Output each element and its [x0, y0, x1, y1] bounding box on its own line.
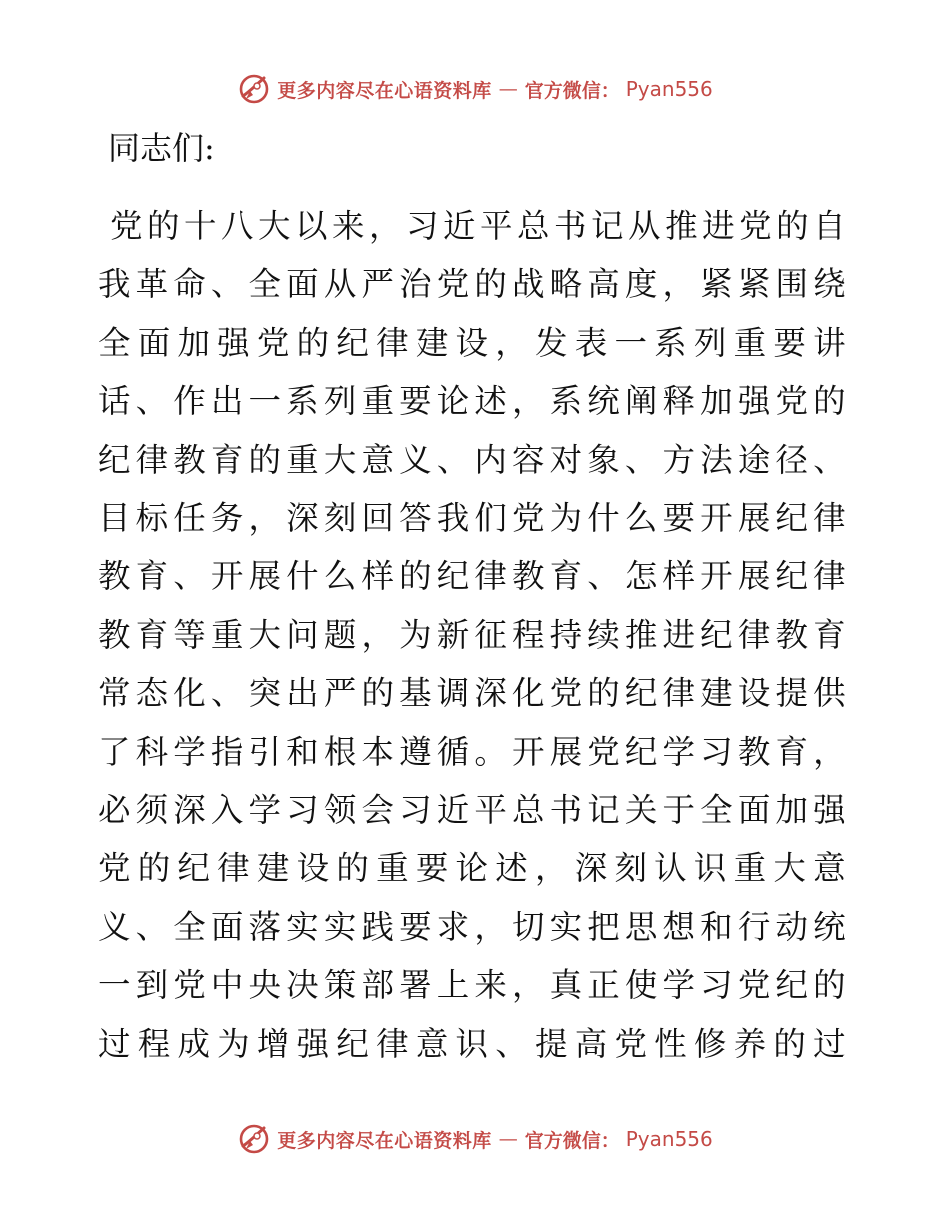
pen-circle-logo-icon: [237, 72, 271, 106]
watermark-dash: —: [498, 78, 518, 100]
watermark-wechat-label: 官方微信：: [524, 79, 620, 102]
watermark-wechat-label: 官方微信：: [524, 1129, 620, 1152]
watermark-text: 更多内容尽在心语资料库: [277, 1129, 492, 1152]
watermark-text: 更多内容尽在心语资料库: [277, 79, 492, 102]
header-watermark: [0, 72, 950, 106]
footer-watermark: [0, 1122, 950, 1156]
pen-circle-logo-icon: [237, 1122, 271, 1156]
body-paragraph: 党的十八大以来，习近平总书记从推进党的自我革命、全面从严治党的战略高度，紧紧围绕全面加强党的纪律建设，发表一系列重要讲话、作出一系列重要论述，系统阐释加强党的纪律教育的重大意义、内容对象、方法途径、目标任务，深刻回答我们党为什么要开展纪律教育、开展什么样的纪律教育、怎样开展纪律教育等重大问题，为新征程持续推进纪律教育常态化、突出严的基调深化党的纪律建设提供了科学指引和根本遵循。开展党纪学习教育，必须深入学习领会习近平总书记关于全面加强党的纪律建设的重要论述，深刻认识重大意义、全面落实实践要求，切实把思想和行动统一到党中央决策部署上来，真正使学习党纪的过程成为增强纪律意识、提高党性修养的过: [98, 207, 850, 1063]
watermark-wechat-id: Pyan556: [625, 1127, 713, 1151]
salutation: 同志们:: [108, 129, 215, 167]
watermark-dash: —: [498, 1128, 518, 1150]
watermark-wechat-id: Pyan556: [625, 77, 713, 101]
